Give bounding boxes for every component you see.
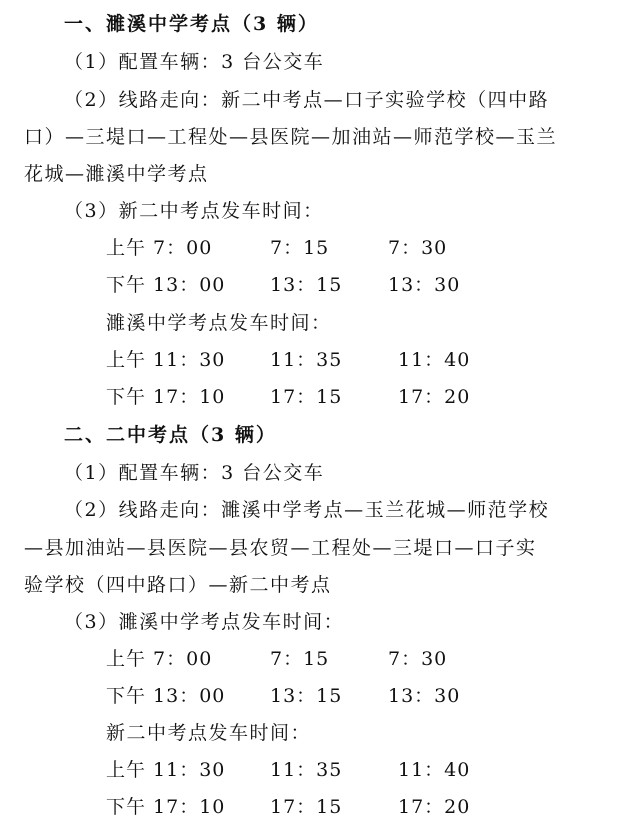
time-cell: 13：30 [388,274,461,296]
time-cell: 11：35 [270,349,343,371]
time-cell: 下午 13：00 [106,685,226,707]
section1-schedule-b-label: 濉溪中学考点发车时间： [106,312,332,334]
time-cell: 7：15 [270,237,330,259]
section1-vehicles: （1）配置车辆：3 台公交车 [64,51,325,73]
time-cell: 11：35 [270,759,343,781]
time-cell: 13：30 [388,685,461,707]
time-cell: 下午 17：10 [106,796,226,818]
section2-route-line-3: 验学校（四中路口）—新二中考点 [24,574,332,596]
time-cell: 17：20 [398,386,471,408]
time-cell: 7：30 [388,237,448,259]
time-cell: 13：15 [270,685,343,707]
section1-route-line-1: （2）线路走向：新二中考点—口子实验学校（四中路 [64,89,550,111]
time-cell: 上午 11：30 [106,759,226,781]
time-cell: 7：30 [388,648,448,670]
section2-heading: 二、二中考点（3 辆） [64,424,277,446]
time-cell: 上午 11：30 [106,349,226,371]
time-cell: 上午 7：00 [106,648,213,670]
section1-route-line-3: 花城—濉溪中学考点 [24,163,209,185]
time-cell: 17：15 [270,386,343,408]
section2-route-line-2: —县加油站—县医院—县农贸—工程处—三堤口—口子实 [24,537,537,559]
section2-schedule-b-label: 新二中考点发车时间： [106,722,312,744]
section1-heading: 一、濉溪中学考点（3 辆） [64,13,319,35]
time-cell: 上午 7：00 [106,237,213,259]
time-cell: 下午 13：00 [106,274,226,296]
time-cell: 11：40 [398,349,471,371]
section2-route-line-1: （2）线路走向：濉溪中学考点—玉兰花城—师范学校 [64,499,550,521]
time-cell: 下午 17：10 [106,386,226,408]
section2-schedule-a-label: （3）濉溪中学考点发车时间： [64,611,345,633]
time-cell: 11：40 [398,759,471,781]
time-cell: 17：20 [398,796,471,818]
time-cell: 17：15 [270,796,343,818]
section1-schedule-a-label: （3）新二中考点发车时间： [64,200,324,222]
section2-vehicles: （1）配置车辆：3 台公交车 [64,462,325,484]
time-cell: 7：15 [270,648,330,670]
section1-route-line-2: 口）—三堤口—工程处—县医院—加油站—师范学校—玉兰 [24,126,558,148]
time-cell: 13：15 [270,274,343,296]
